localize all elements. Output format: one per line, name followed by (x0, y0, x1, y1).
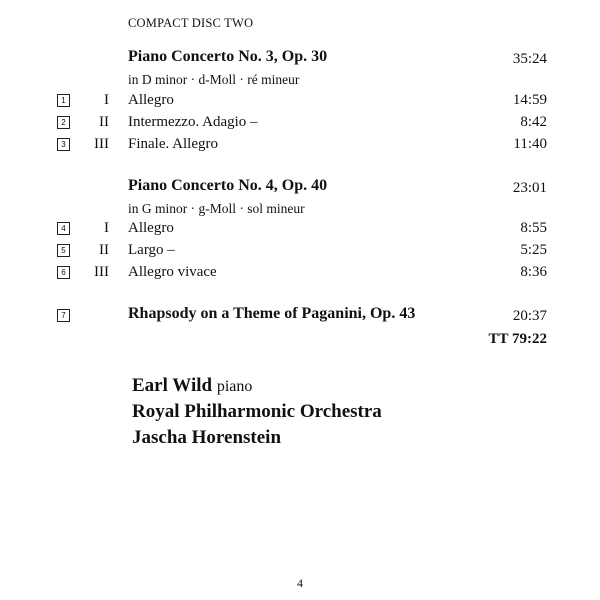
work-duration: 35:24 (512, 51, 547, 67)
work-title: Piano Concerto No. 4, Op. 40 (128, 177, 328, 194)
work-key: in G minor · g-Moll · sol mineur (128, 201, 305, 216)
track-number[interactable]: 4 (57, 222, 70, 235)
movement-numeral: II (99, 242, 109, 258)
page-number: 4 (297, 576, 303, 590)
performer-soloist (132, 375, 252, 397)
movement-duration: 8:42 (520, 114, 547, 130)
performer-role: piano (216, 378, 253, 395)
work-key: in D minor · d-Moll · ré mineur (128, 72, 300, 87)
performer-orchestra: Royal Philharmonic Orchestra (132, 401, 382, 422)
track-number[interactable]: 3 (57, 138, 70, 151)
movement-numeral: II (99, 114, 109, 130)
track-number[interactable]: 6 (57, 266, 70, 279)
movement-duration: 11:40 (513, 136, 547, 152)
movement-numeral: III (94, 136, 109, 152)
work-title: Rhapsody on a Theme of Paganini, Op. 43 (128, 305, 416, 322)
disc-title: COMPACT DISC TWO (128, 16, 254, 30)
movement-numeral: III (94, 264, 109, 280)
track-number[interactable]: 5 (57, 244, 70, 257)
movement-numeral: I (104, 220, 109, 236)
movement-title: Allegro (128, 92, 174, 108)
work-title: Piano Concerto No. 3, Op. 30 (128, 48, 328, 65)
work-duration: 23:01 (512, 180, 547, 196)
movement-duration: 8:36 (520, 264, 547, 280)
movement-duration: 5:25 (520, 242, 547, 258)
movement-duration: 8:55 (520, 220, 547, 236)
track-number[interactable]: 1 (57, 94, 70, 107)
total-time: TT 79:22 (488, 331, 547, 347)
movement-title: Allegro (128, 220, 174, 236)
performer-name: Earl Wild (132, 375, 213, 396)
movement-title: Allegro vivace (128, 264, 217, 280)
movement-duration: 14:59 (512, 92, 547, 108)
work-duration: 20:37 (512, 308, 547, 324)
performer-conductor: Jascha Horenstein (132, 427, 282, 448)
movement-numeral: I (104, 92, 109, 108)
track-number[interactable]: 2 (57, 116, 70, 129)
movement-title: Finale. Allegro (128, 136, 218, 152)
movement-title: Intermezzo. Adagio – (128, 114, 258, 130)
track-number[interactable]: 7 (57, 309, 70, 322)
movement-title: Largo – (128, 242, 175, 258)
